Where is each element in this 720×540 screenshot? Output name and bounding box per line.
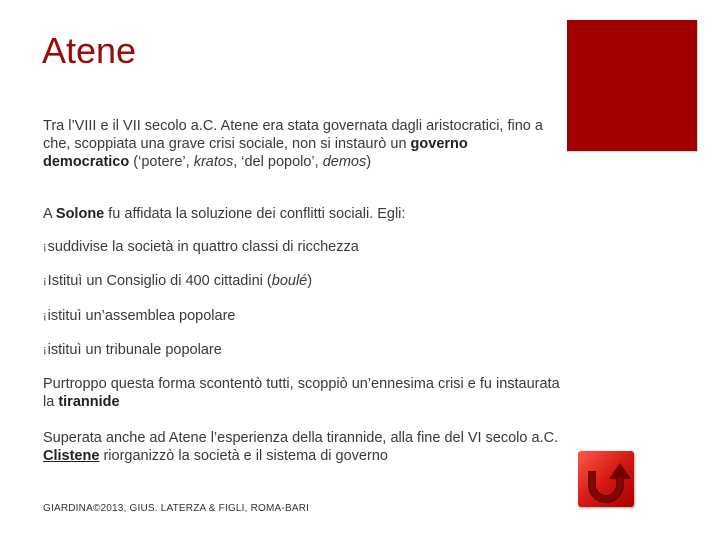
tirannide-paragraph <box>43 375 563 411</box>
solone-text-2: fu affidata la soluzione dei conflitti sociali. Egli: <box>104 206 406 222</box>
bullet-marker: ¡ <box>43 310 47 322</box>
intro-paragraph <box>43 117 553 171</box>
list-item <box>43 307 553 325</box>
intro-text-3: , ‘del popolo’, <box>233 154 323 170</box>
list-item-text: suddivise la società in quattro classi di ricchezza <box>47 239 359 255</box>
decorative-red-square <box>567 20 698 152</box>
intro-text-4: ) <box>366 154 372 170</box>
list-item-text-end: ) <box>307 273 313 289</box>
solone-text-1: A <box>43 206 56 222</box>
bullet-marker: ¡ <box>43 275 47 287</box>
list-item <box>43 341 553 359</box>
clistene-paragraph <box>43 429 563 465</box>
clistene-text-2: riorganizzò la società e il sistema di governo <box>99 448 388 464</box>
bullet-marker: ¡ <box>43 241 47 253</box>
bullet-marker: ¡ <box>43 344 47 356</box>
list-item-text: istituì un tribunale popolare <box>47 342 222 358</box>
intro-text-1: Tra l’VIII e il VII secolo a.C. Atene era stata governata dagli aristocratici, fino a che, scoppiata una grave crisi sociale, non si instaurò un <box>43 118 543 152</box>
tirannide-bold: tirannide <box>58 394 120 410</box>
tirannide-text: Purtroppo questa forma scontentò tutti, scoppiò un’ennesima crisi e fu instaurata la <box>43 376 560 410</box>
list-item-text: istituì un’assemblea popolare <box>47 308 236 324</box>
list-item <box>43 238 553 256</box>
return-button[interactable] <box>578 451 634 507</box>
slide-title: Atene <box>42 30 137 71</box>
u-turn-arrow-icon <box>578 451 634 507</box>
solone-paragraph <box>43 205 553 223</box>
intro-bold-governo: governo democratico <box>43 136 468 170</box>
footer-credit: GIARDINA©2013, GIUS. LATERZA & FIGLI, ROMA-BARI <box>43 503 310 514</box>
intro-text-2: (‘potere’, <box>129 154 194 170</box>
solone-bold: Solone <box>55 206 105 222</box>
list-item-text: Istituì un Consiglio di 400 cittadini ( <box>47 273 272 289</box>
list-item-italic-boule: boulé <box>271 273 308 289</box>
intro-italic-kratos: kratos <box>193 154 234 170</box>
list-item <box>43 272 553 290</box>
clistene-text-1: Superata anche ad Atene l’esperienza della tirannide, alla fine del VI secolo a.C. <box>43 430 559 446</box>
intro-italic-demos: demos <box>322 154 367 170</box>
clistene-link[interactable]: Clistene <box>43 448 100 464</box>
